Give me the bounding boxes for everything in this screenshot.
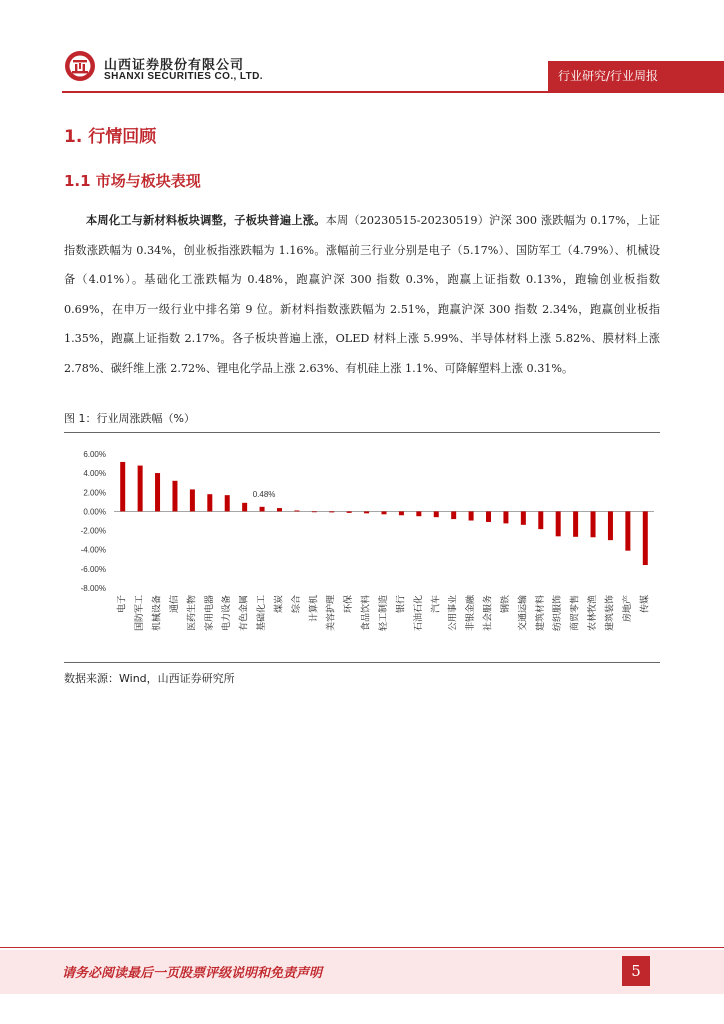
bar-房地产: [625, 511, 630, 550]
y-tick-label: -4.00%: [80, 545, 106, 555]
bar-计算机: [312, 511, 317, 512]
bar-电力设备: [225, 495, 230, 511]
y-tick-label: 4.00%: [83, 469, 106, 479]
section-heading: 1. 行情回顾: [64, 127, 157, 147]
subsection-heading: 1.1 市场与板块表现: [64, 172, 201, 190]
bar-有色金属: [242, 503, 247, 512]
bar-交通运输: [521, 511, 526, 524]
x-tick-label: 非银金融: [466, 595, 477, 632]
bar-公用事业: [451, 511, 456, 519]
figure-top-rule: [64, 432, 660, 433]
data-label: 0.48%: [252, 489, 276, 499]
footer-disclaimer: 请务必阅读最后一页股票评级说明和免责声明: [62, 966, 323, 981]
company-name-cn: 山西证券股份有限公司: [104, 58, 245, 73]
x-tick-label: 家用电器: [204, 595, 215, 632]
y-tick-label: -6.00%: [80, 564, 106, 574]
page-header: [0, 0, 724, 100]
bar-家用电器: [207, 494, 212, 511]
bar-非银金融: [469, 511, 474, 520]
x-tick-label: 电子: [117, 595, 128, 614]
x-tick-label: 纺织服饰: [553, 595, 564, 632]
bar-纺织服饰: [556, 511, 561, 536]
bar-银行: [399, 511, 404, 515]
bar-煤炭: [277, 508, 282, 511]
industry-weekly-change-chart: [64, 438, 660, 658]
figure-source: 数据来源：Wind，山西证券研究所: [64, 672, 235, 685]
summary-paragraph: [64, 206, 660, 384]
bar-综合: [294, 510, 299, 511]
company-name-en: SHANXI SECURITIES CO., LTD.: [104, 71, 263, 82]
x-tick-label: 电力设备: [222, 595, 233, 632]
bar-电子: [120, 462, 125, 511]
bar-建筑材料: [538, 511, 543, 529]
x-tick-label: 交通运输: [518, 595, 529, 632]
bar-社会服务: [486, 511, 491, 522]
x-tick-label: 医药生物: [187, 595, 198, 632]
x-tick-label: 公用事业: [448, 595, 459, 632]
bar-美容护理: [329, 511, 334, 512]
bar-环保: [347, 511, 352, 512]
report-type-tag: 行业研究/行业周报: [548, 61, 724, 91]
header-divider: [62, 91, 724, 93]
paragraph-body: 本周（20230515-20230519）沪深 300 涨跌幅为 0.17%，上证指数涨跌幅为 0.34%，创业板指涨跌幅为 1.16%。涨幅前三行业分别是电子（5.17%）、国防军工（4.79%）、机械设备（4.01%）。基础化工涨跌幅为 0.48%，跑赢沪深 300 指数 0.3%，跑赢上证指数 0.13%，跑输创业板指数 0.69%，在申万一级行业中排名第 9 位。新材料指数涨跌幅为 2.51%，跑赢沪深 300 指数 2.34%，跑赢创业板指 1.35%，跑赢上证指数 2.17%。各子板块普遍上涨，OLED 材料上涨 5.99%、半导体材料上涨 5.82%、膜材料上涨 2.78%、碳纤维上涨 2.72%、锂电化学品上涨 2.63%、有机硅上涨 1.1%、可降解塑料上涨 0.31%。: [64, 214, 660, 375]
x-tick-label: 钢铁: [500, 595, 511, 614]
x-tick-label: 环保: [344, 595, 355, 614]
x-tick-label: 国防军工: [135, 595, 146, 632]
x-tick-label: 机械设备: [152, 595, 163, 632]
bar-医药生物: [190, 489, 195, 511]
bar-食品饮料: [364, 511, 369, 513]
bar-汽车: [434, 511, 439, 517]
bar-商贸零售: [573, 511, 578, 536]
x-tick-label: 农林牧渔: [588, 595, 599, 632]
x-tick-label: 通信: [169, 595, 180, 614]
bar-通信: [172, 481, 177, 512]
bar-基础化工: [260, 507, 265, 512]
y-tick-label: 0.00%: [83, 507, 106, 517]
figure-bottom-rule: [64, 662, 660, 663]
x-tick-label: 计算机: [309, 595, 320, 623]
x-tick-label: 房地产: [622, 595, 633, 623]
paragraph-lead: 本周化工与新材料板块调整，子板块普遍上涨。: [86, 214, 326, 227]
y-tick-label: -2.00%: [80, 526, 106, 536]
x-tick-label: 基础化工: [257, 595, 268, 632]
x-tick-label: 社会服务: [483, 595, 494, 632]
x-tick-label: 轻工制造: [379, 595, 389, 632]
x-tick-label: 石油石化: [413, 595, 424, 632]
bar-石油石化: [416, 511, 421, 516]
bar-传媒: [643, 511, 648, 565]
x-tick-label: 建筑材料: [535, 595, 546, 632]
x-tick-label: 传媒: [640, 595, 651, 614]
x-tick-label: 银行: [396, 595, 407, 614]
x-tick-label: 煤炭: [274, 595, 285, 614]
x-tick-label: 综合: [291, 595, 302, 614]
page-number: 5: [622, 956, 650, 986]
bar-机械设备: [155, 473, 160, 511]
bar-国防军工: [138, 466, 143, 512]
figure-title: 图 1：行业周涨跌幅（%）: [64, 412, 195, 425]
y-tick-label: -8.00%: [80, 584, 106, 593]
x-tick-label: 商贸零售: [570, 595, 581, 632]
bar-建筑装饰: [608, 511, 613, 540]
y-tick-label: 2.00%: [83, 488, 106, 498]
y-tick-label: 6.00%: [83, 450, 106, 459]
x-tick-label: 美容护理: [326, 595, 337, 632]
bar-农林牧渔: [591, 511, 596, 537]
x-tick-label: 食品饮料: [361, 595, 372, 632]
company-logo-icon: [64, 50, 96, 82]
bar-轻工制造: [382, 511, 387, 514]
x-tick-label: 汽车: [431, 595, 442, 614]
bar-钢铁: [503, 511, 508, 523]
x-tick-label: 建筑装饰: [605, 595, 616, 632]
x-tick-label: 有色金属: [239, 595, 250, 632]
footer-divider: [0, 947, 724, 948]
